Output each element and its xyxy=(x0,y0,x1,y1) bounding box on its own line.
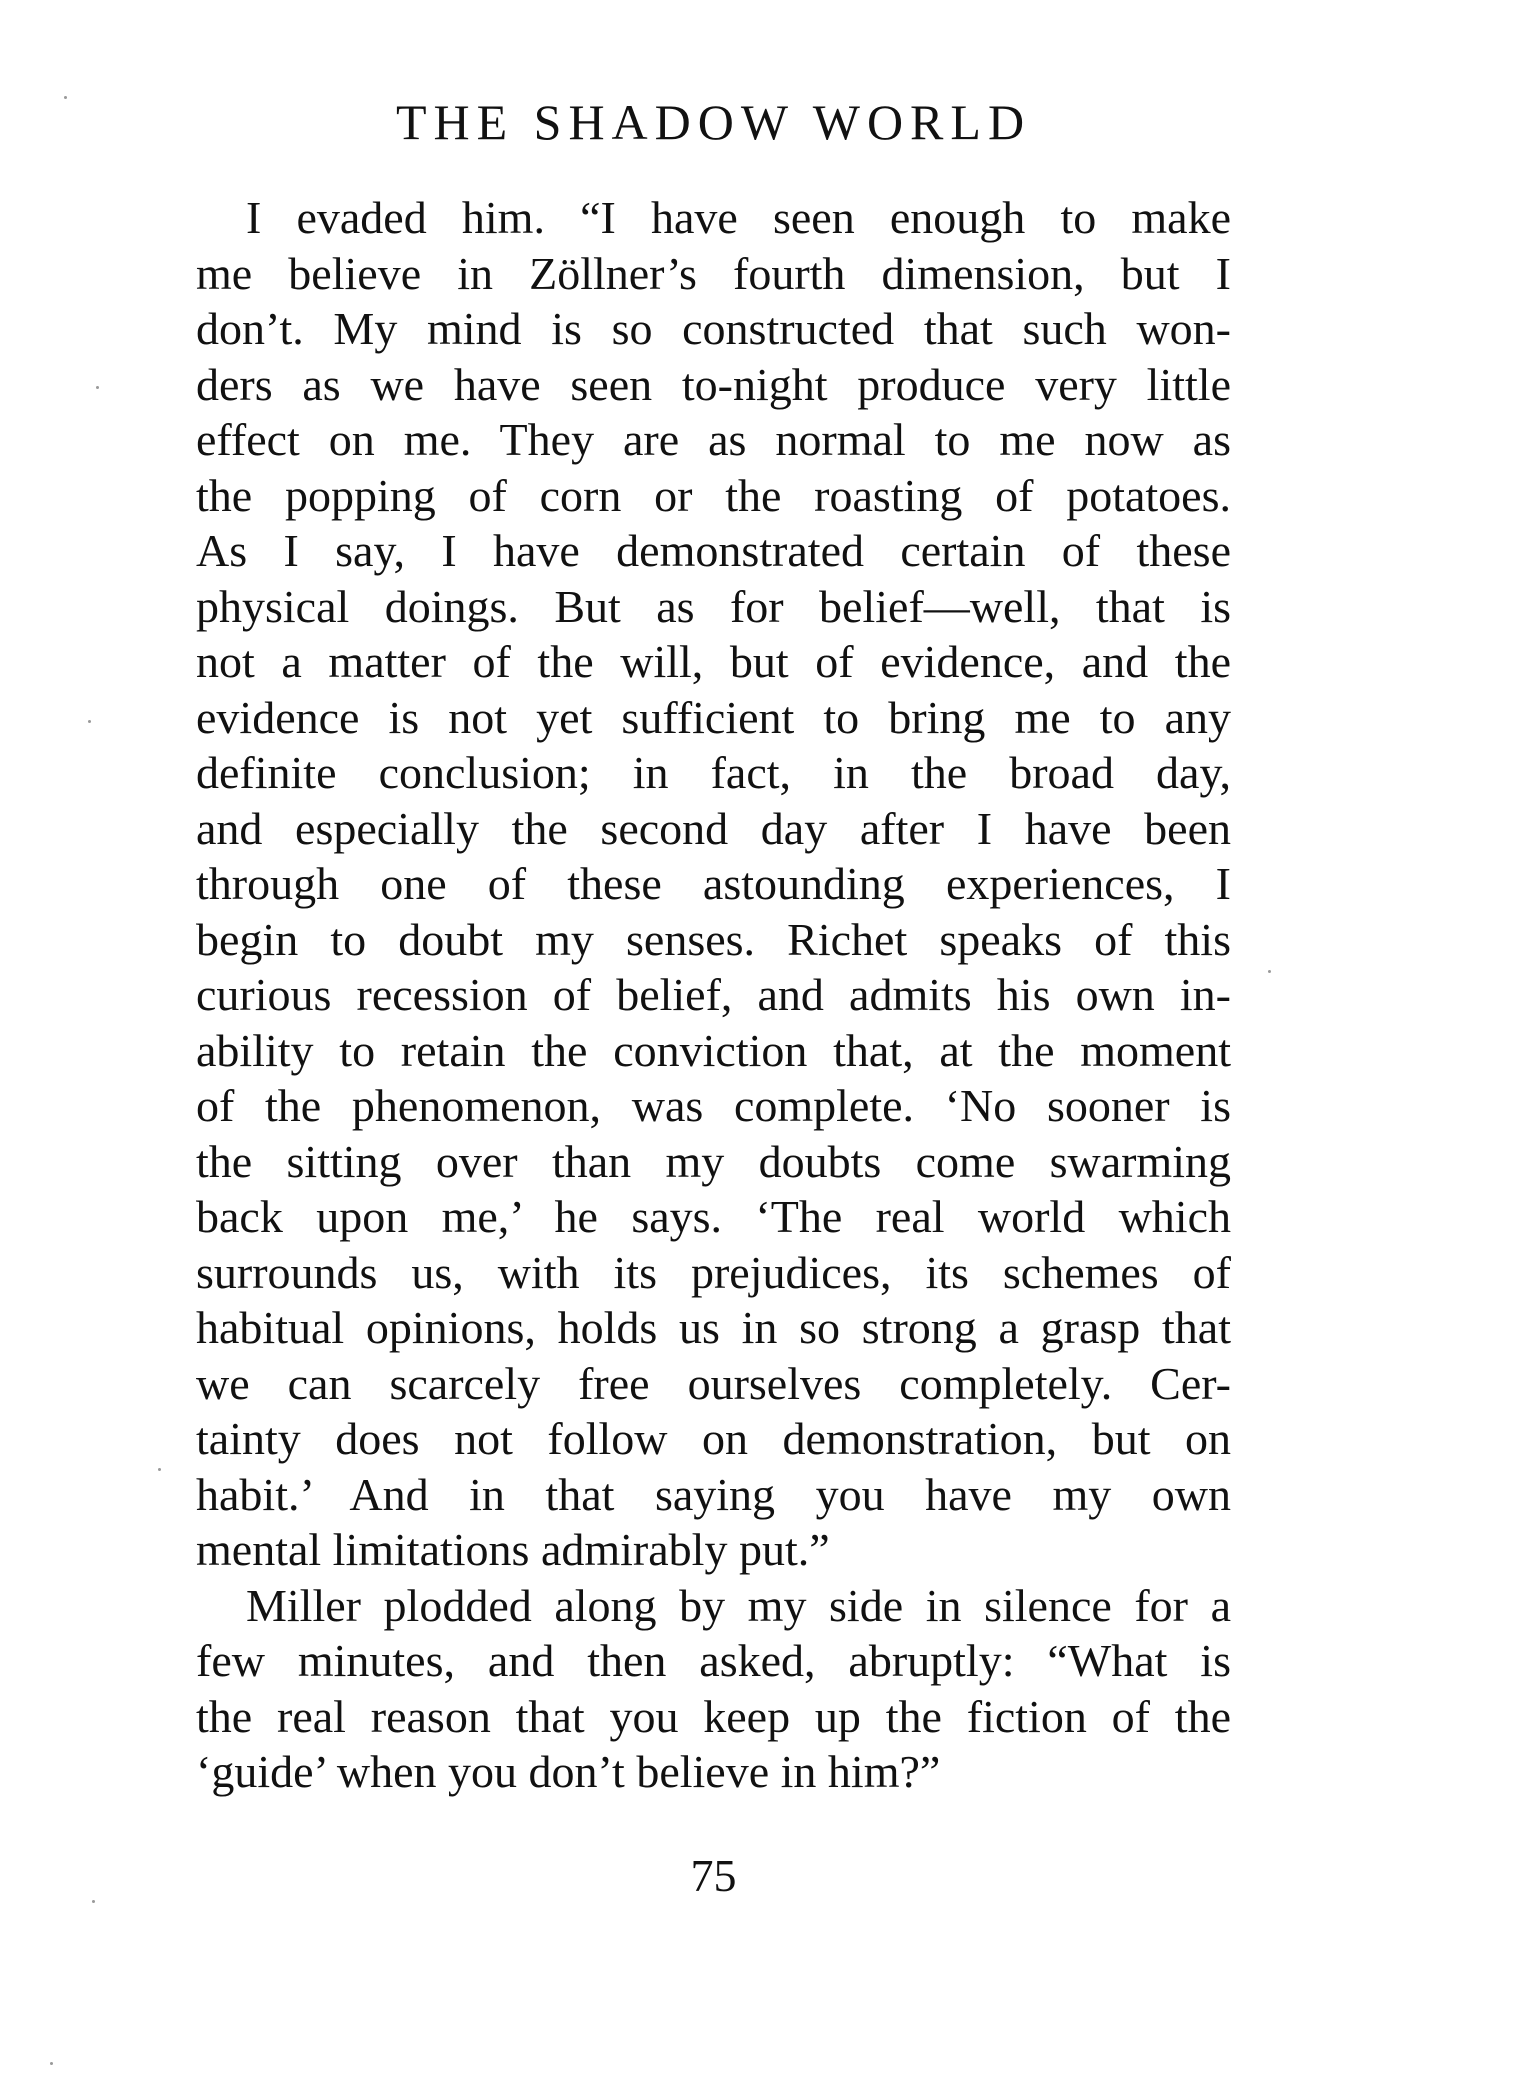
text-line: through one of these astounding experiences, I xyxy=(196,858,1231,909)
text-line: evidence is not yet sufficient to bring me to any xyxy=(196,691,1231,743)
scan-speck xyxy=(158,1468,161,1471)
text-line: we can scarcely free ourselves completely. Cer- xyxy=(196,1357,1231,1409)
text-line: and especially the second day after I have been xyxy=(196,802,1231,854)
scan-speck xyxy=(88,720,91,723)
text-line: tainty does not follow on demonstration, but on xyxy=(196,1413,1231,1464)
text-line: me believe in Zöllner’s fourth dimension, but I xyxy=(196,247,1231,299)
text-line: habitual opinions, holds us in so strong a grasp that xyxy=(196,1302,1231,1353)
text-line: not a matter of the will, but of evidence, and the xyxy=(196,636,1231,687)
scan-speck xyxy=(50,2062,53,2065)
text-line: Miller plodded along by my side in silence for a xyxy=(246,1579,1231,1631)
page-number: 75 xyxy=(690,1850,737,1901)
text-line: physical doings. But as for belief—well, that is xyxy=(196,580,1231,632)
text-line: surrounds us, with its prejudices, its schemes of xyxy=(196,1246,1231,1298)
text-line: habit.’ And in that saying you have my own xyxy=(196,1468,1231,1520)
scan-speck xyxy=(64,96,67,99)
text-line: the sitting over than my doubts come swarming xyxy=(196,1135,1231,1187)
text-line: effect on me. They are as normal to me now as xyxy=(196,414,1231,465)
text-line: ‘guide’ when you don’t believe in him?” xyxy=(196,1746,941,1797)
text-line: ders as we have seen to-night produce very little xyxy=(196,358,1231,410)
text-line: the real reason that you keep up the fiction of the xyxy=(196,1690,1231,1742)
text-line: don’t. My mind is so constructed that such won- xyxy=(196,303,1231,354)
text-line: mental limitations admirably put.” xyxy=(196,1524,830,1575)
text-line: few minutes, and then asked, abruptly: “What is xyxy=(196,1635,1231,1686)
text-line: ability to retain the conviction that, at the moment xyxy=(196,1024,1231,1076)
body-text xyxy=(196,190,1231,1800)
running-head: THE SHADOW WORLD xyxy=(395,94,1032,150)
scan-speck xyxy=(92,1900,95,1903)
text-line: of the phenomenon, was complete. ‘No sooner is xyxy=(196,1080,1231,1131)
text-line: begin to doubt my senses. Richet speaks of this xyxy=(196,913,1231,965)
paragraph-2 xyxy=(196,1578,1231,1800)
paragraph-1 xyxy=(196,190,1231,1578)
text-line: back upon me,’ he says. ‘The real world which xyxy=(196,1191,1231,1242)
text-line: I evaded him. “I have seen enough to make xyxy=(246,192,1231,243)
text-line: the popping of corn or the roasting of potatoes. xyxy=(196,469,1231,521)
scan-speck xyxy=(96,386,99,389)
text-line: As I say, I have demonstrated certain of these xyxy=(196,525,1231,576)
text-line: curious recession of belief, and admits his own in- xyxy=(196,969,1231,1020)
scan-speck xyxy=(1268,970,1271,973)
text-line: definite conclusion; in fact, in the broad day, xyxy=(196,747,1231,798)
